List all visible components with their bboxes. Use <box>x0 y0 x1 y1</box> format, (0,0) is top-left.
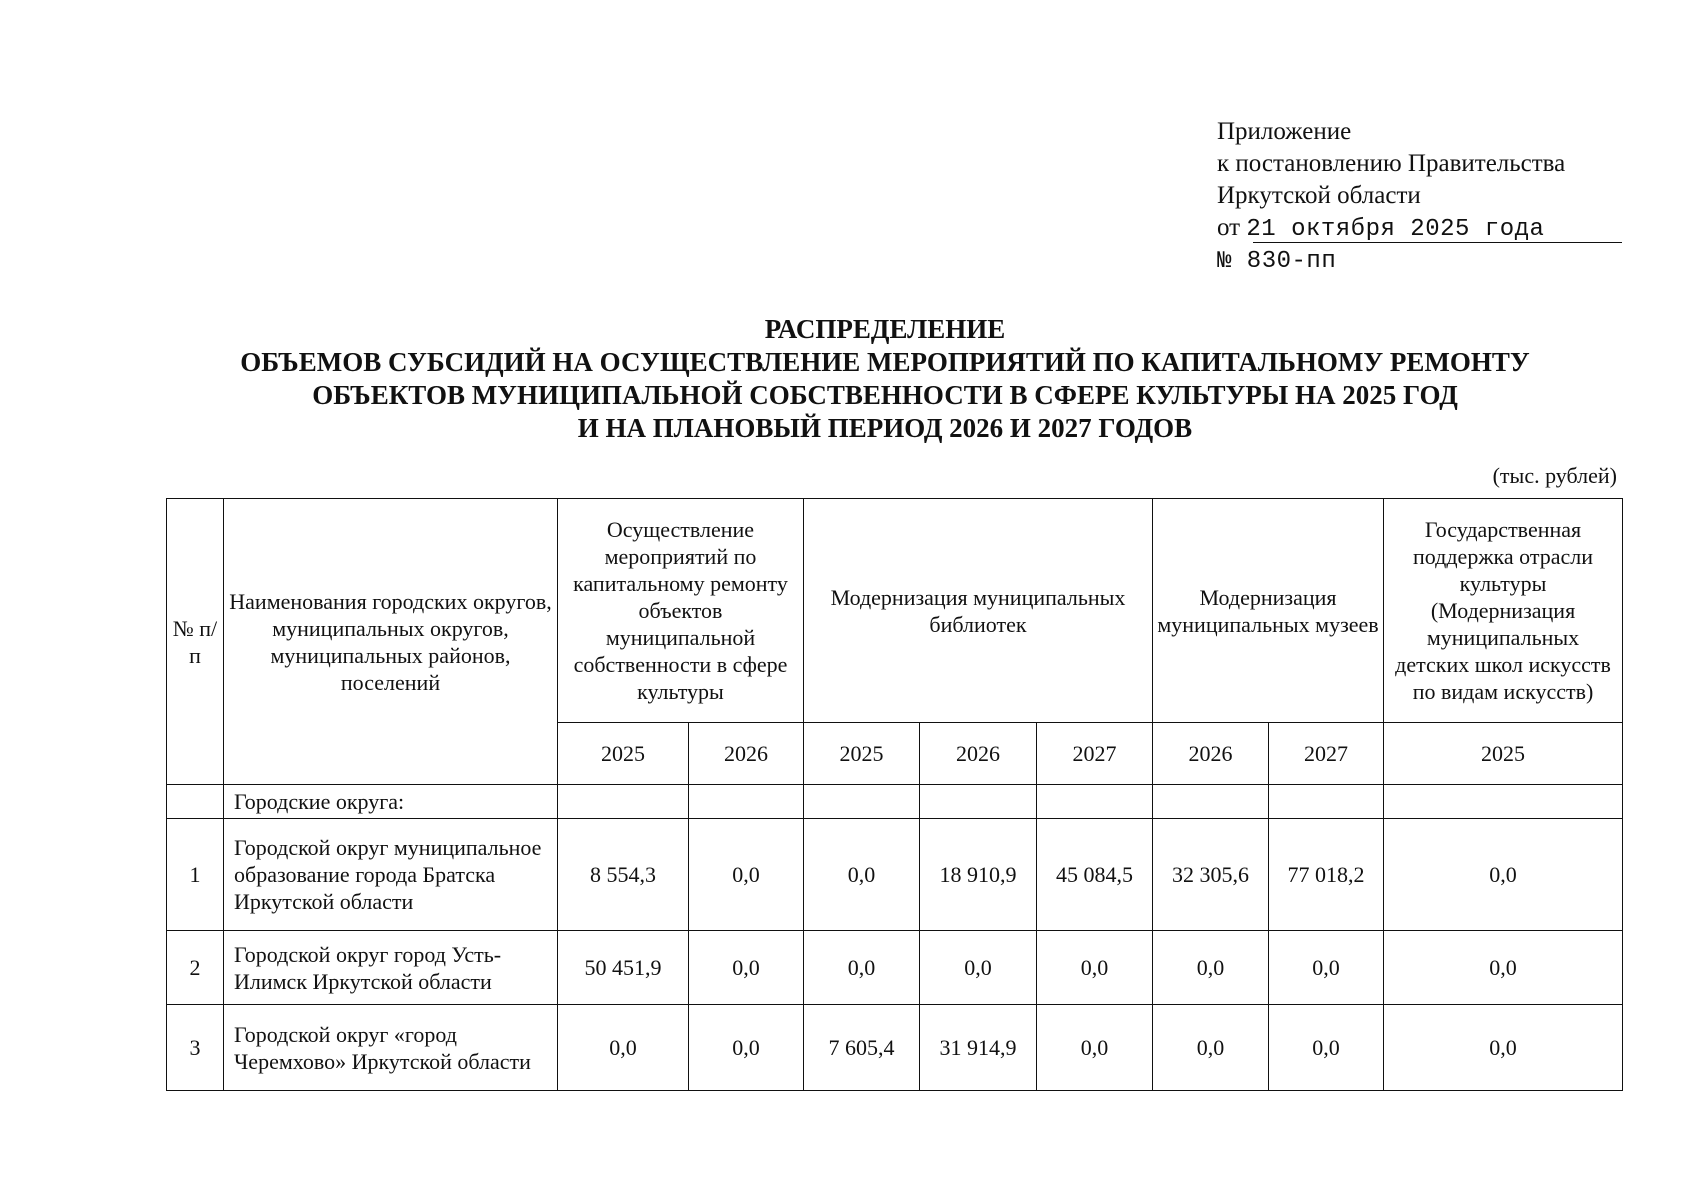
value-cell: 18 910,9 <box>920 819 1037 931</box>
value-cell: 0,0 <box>1153 931 1269 1005</box>
group-libraries-header: Модернизация муниципальных библиотек <box>804 499 1153 723</box>
row-num: 3 <box>167 1005 224 1091</box>
value-cell: 0,0 <box>804 931 920 1005</box>
col-num-header: № п/п <box>167 499 224 785</box>
row-name: Городской округ муниципальное образование города Братска Иркутской области <box>224 819 558 931</box>
date-underline <box>1253 242 1622 243</box>
group-art-schools-header: Государственная поддержка отрасли культуры (Модернизация муниципальных детских школ искусств по видам искусств) <box>1384 499 1623 723</box>
appendix-line-2: к постановлению Правительства <box>1217 150 1566 177</box>
section-label: Городские округа: <box>224 785 558 819</box>
empty-cell <box>1269 785 1384 819</box>
value-cell: 7 605,4 <box>804 1005 920 1091</box>
title-line-1: РАСПРЕДЕЛЕНИЕ <box>764 314 1006 344</box>
value-cell: 50 451,9 <box>558 931 689 1005</box>
group-museums-header: Модернизация муниципальных музеев <box>1153 499 1384 723</box>
title-line-3: ОБЪЕКТОВ МУНИЦИПАЛЬНОЙ СОБСТВЕННОСТИ В СФЕРЕ КУЛЬТУРЫ НА 2025 ГОД <box>312 380 1458 410</box>
col-name-header: Наименования городских округов, муниципальных округов, муниципальных районов, поселений <box>224 499 558 785</box>
row-name: Городской округ «город Черемхово» Иркутской области <box>224 1005 558 1091</box>
date-prefix: от <box>1217 214 1241 241</box>
appendix-date-row <box>1217 212 1637 246</box>
appendix-line-1: Приложение <box>1217 118 1352 145</box>
value-cell: 8 554,3 <box>558 819 689 931</box>
value-cell: 0,0 <box>1384 819 1623 931</box>
table-row <box>167 931 1623 1005</box>
year-header: 2027 <box>1037 723 1153 785</box>
table-row <box>167 819 1623 931</box>
group-capital-repair-header: Осуществление мероприятий по капитальному ремонту объектов муниципальной собственности в сфере культуры <box>558 499 804 723</box>
title-line-4: И НА ПЛАНОВЫЙ ПЕРИОД 2026 И 2027 ГОДОВ <box>577 413 1193 443</box>
header-row <box>167 499 1623 723</box>
empty-cell <box>1384 785 1623 819</box>
value-cell: 0,0 <box>558 1005 689 1091</box>
value-cell: 77 018,2 <box>1269 819 1384 931</box>
year-header: 2026 <box>689 723 804 785</box>
empty-cell <box>689 785 804 819</box>
value-cell: 0,0 <box>1037 931 1153 1005</box>
empty-cell <box>167 785 224 819</box>
unit-label: (тыс. рублей) <box>1492 463 1617 488</box>
empty-cell <box>1153 785 1269 819</box>
value-cell: 0,0 <box>1269 1005 1384 1091</box>
subsidy-table <box>166 498 1623 1091</box>
empty-cell <box>1037 785 1153 819</box>
year-header: 2025 <box>804 723 920 785</box>
date-value: 21 октября 2025 года <box>1246 216 1545 243</box>
row-num: 1 <box>167 819 224 931</box>
value-cell: 31 914,9 <box>920 1005 1037 1091</box>
value-cell: 0,0 <box>1384 931 1623 1005</box>
year-header: 2026 <box>920 723 1037 785</box>
value-cell: 0,0 <box>1153 1005 1269 1091</box>
value-cell: 45 084,5 <box>1037 819 1153 931</box>
row-num: 2 <box>167 931 224 1005</box>
section-row <box>167 785 1623 819</box>
table-row <box>167 1005 1623 1091</box>
appendix-block <box>1217 116 1637 278</box>
year-header: 2025 <box>1384 723 1623 785</box>
document-title <box>150 313 1620 445</box>
value-cell: 0,0 <box>1269 931 1384 1005</box>
empty-cell <box>804 785 920 819</box>
value-cell: 0,0 <box>1037 1005 1153 1091</box>
value-cell: 0,0 <box>920 931 1037 1005</box>
title-line-2: ОБЪЕМОВ СУБСИДИЙ НА ОСУЩЕСТВЛЕНИЕ МЕРОПРИЯТИЙ ПО КАПИТАЛЬНОМУ РЕМОНТУ <box>240 347 1530 377</box>
decree-number: № 830-пп <box>1217 248 1337 275</box>
empty-cell <box>558 785 689 819</box>
empty-cell <box>920 785 1037 819</box>
year-header: 2026 <box>1153 723 1269 785</box>
value-cell: 0,0 <box>689 931 804 1005</box>
value-cell: 32 305,6 <box>1153 819 1269 931</box>
value-cell: 0,0 <box>804 819 920 931</box>
appendix-line-3: Иркутской области <box>1217 182 1421 209</box>
year-header: 2027 <box>1269 723 1384 785</box>
value-cell: 0,0 <box>689 1005 804 1091</box>
value-cell: 0,0 <box>689 819 804 931</box>
value-cell: 0,0 <box>1384 1005 1623 1091</box>
year-header: 2025 <box>558 723 689 785</box>
row-name: Городской округ город Усть-Илимск Иркутской области <box>224 931 558 1005</box>
